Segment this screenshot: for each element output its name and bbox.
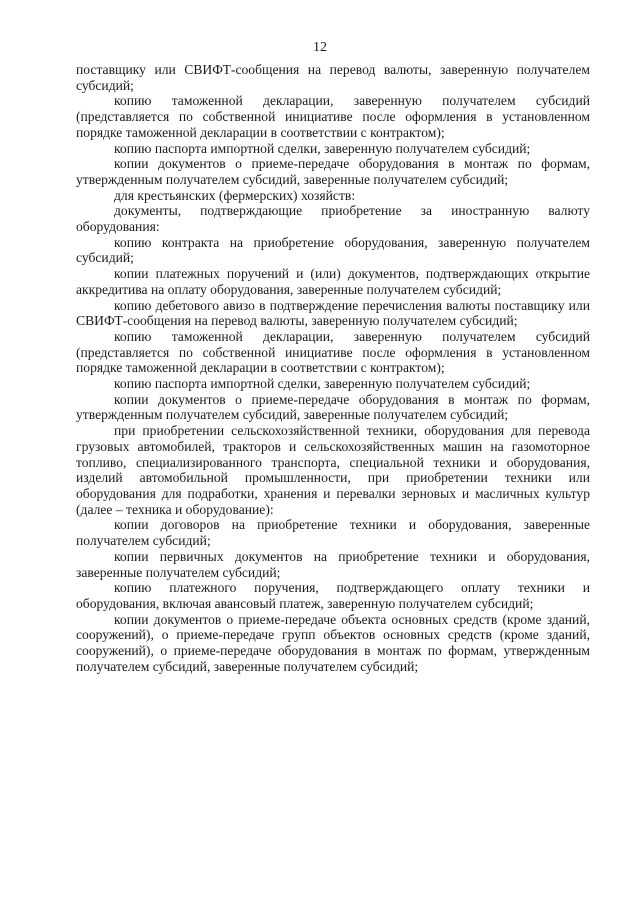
paragraph: для крестьянских (фермерских) хозяйств: — [114, 187, 356, 203]
paragraph: копии документов о приеме-передаче оборудования в монтаж по формам, утвержденным получателем субсидий, заверенные получателем субсидий; — [76, 391, 590, 423]
paragraph: документы, подтверждающие приобретение за иностранную валюту оборудования: — [76, 203, 590, 235]
paragraph: копию контракта на приобретение оборудования, заверенную получателем субсидий; — [76, 234, 590, 266]
paragraph: копию таможенной декларации, заверенную получателем субсидий (представляется по собственной инициативе после оформления в установленном порядке таможенной декларации в соответствии с контрактом); — [76, 328, 590, 376]
paragraph: поставщику или СВИФТ-сообщения на перевод валюты, заверенную получателем субсидий; — [76, 62, 590, 93]
paragraph: копию паспорта импортной сделки, заверенную получателем субсидий; — [114, 140, 531, 156]
paragraph: копии договоров на приобретение техники и оборудования, заверенные получателем субсидий; — [76, 517, 590, 549]
document-body — [76, 62, 590, 674]
paragraph: копии первичных документов на приобретение техники и оборудования, заверенные получателем субсидий; — [76, 548, 590, 580]
paragraph: копию дебетового авизо в подтверждение перечисления валюты поставщику или СВИФТ-сообщения на перевод валюты, заверенную получателем субсидий; — [76, 297, 590, 329]
paragraph: копии документов о приеме-передаче объекта основных средств (кроме зданий, сооружений), о приеме-передаче групп объектов основных средств (кроме зданий, сооружений), о приеме-передаче оборудования в монтаж по формам, утвержденным получателем субсидий, заверенные получателем субсидий; — [76, 611, 590, 674]
paragraph: копии документов о приеме-передаче оборудования в монтаж по формам, утвержденным получателем субсидий, заверенные получателем субсидий; — [76, 156, 590, 187]
paragraph: копию паспорта импортной сделки, заверенную получателем субсидий; — [114, 376, 531, 392]
paragraph: копию платежного поручения, подтверждающего оплату техники и оборудования, включая авансовый платеж, заверенную получателем субсидий; — [76, 580, 590, 611]
page-number: 12 — [313, 40, 327, 55]
paragraph: копию таможенной декларации, заверенную получателем субсидий (представляется по собственной инициативе после оформления в установленном порядке таможенной декларации в соответствии с контрактом); — [76, 93, 590, 140]
paragraph: при приобретении сельскохозяйственной техники, оборудования для перевода грузовых автомобилей, тракторов и сельскохозяйственных машин на газомоторное топливо, специализированного транспорта, специальной техники и оборудования, изделий автомобильной промышленности, при приобретении техники или оборудования для подработки, хранения и перевалки зерновых и масличных культур (далее – техника и оборудование): — [76, 423, 590, 517]
paragraph: копии платежных поручений и (или) документов, подтверждающих открытие аккредитива на оплату оборудования, заверенные получателем субсидий; — [76, 266, 590, 297]
